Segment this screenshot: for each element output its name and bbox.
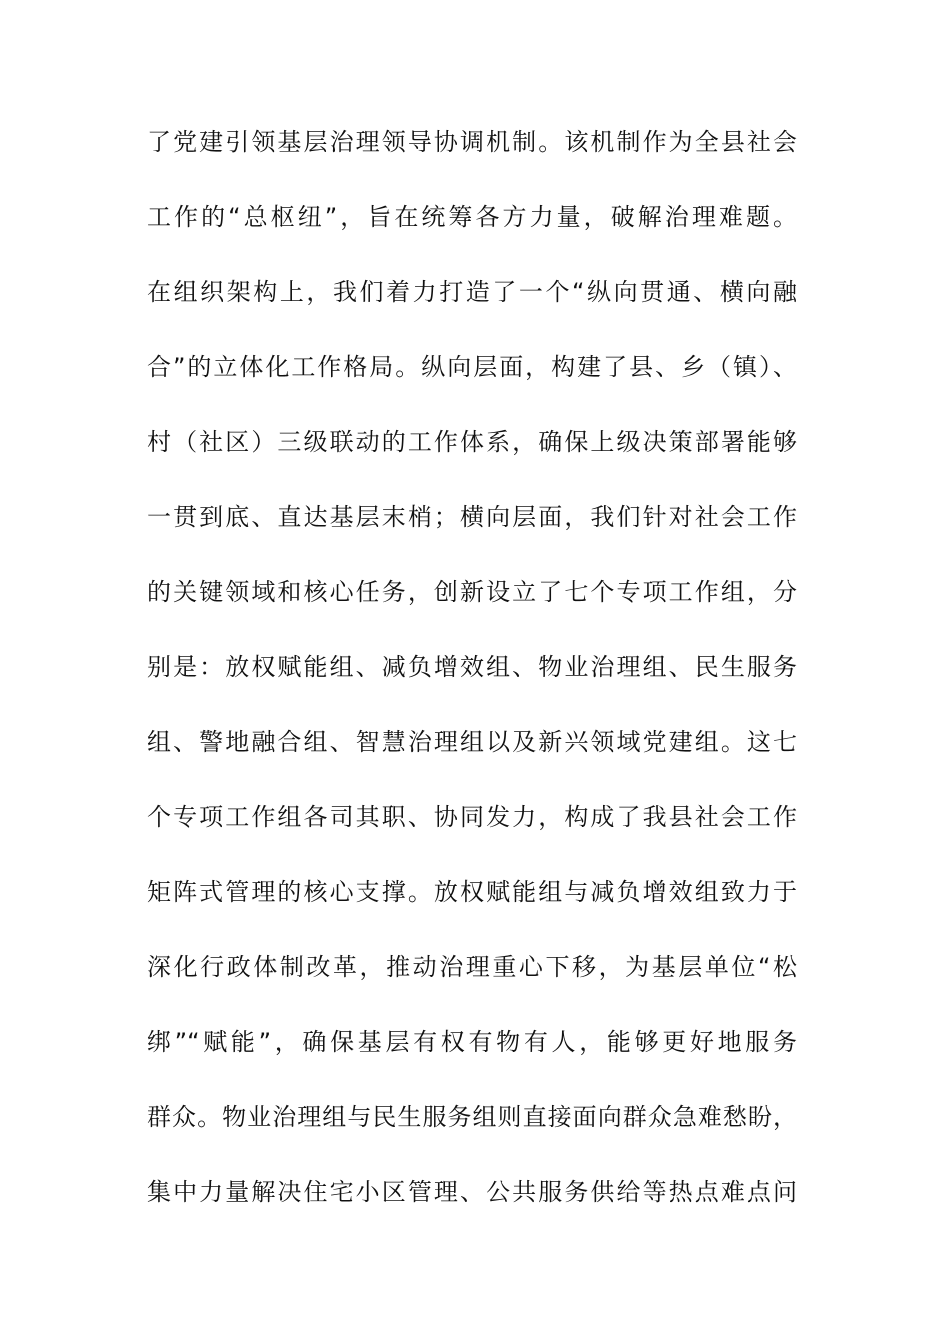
text-line: 在组织架构上，我们着力打造了一个“纵向贯通、横向融: [147, 278, 797, 306]
text-line: 工作的“总枢纽”，旨在统筹各方力量，破解治理难题。: [147, 203, 797, 231]
text-line: 个专项工作组各司其职、协同发力，构成了我县社会工作: [147, 803, 797, 831]
text-line: 的关键领域和核心任务，创新设立了七个专项工作组，分: [147, 578, 797, 606]
text-line: 一贯到底、直达基层末梢；横向层面，我们针对社会工作: [147, 503, 797, 531]
text-line: 别是：放权赋能组、减负增效组、物业治理组、民生服务: [147, 653, 797, 681]
text-line: 村（社区）三级联动的工作体系，确保上级决策部署能够: [147, 428, 797, 456]
text-line: 集中力量解决住宅小区管理、公共服务供给等热点难点问: [147, 1178, 797, 1206]
text-line: 组、警地融合组、智慧治理组以及新兴领域党建组。这七: [147, 728, 797, 756]
text-line: 矩阵式管理的核心支撑。放权赋能组与减负增效组致力于: [147, 878, 797, 906]
text-line: 深化行政体制改革，推动治理重心下移，为基层单位“松: [147, 953, 797, 981]
document-body: [147, 122, 797, 1247]
text-line: 合”的立体化工作格局。纵向层面，构建了县、乡（镇）、: [147, 353, 797, 381]
text-line: 群众。物业治理组与民生服务组则直接面向群众急难愁盼，: [147, 1103, 797, 1131]
text-line: 了党建引领基层治理领导协调机制。该机制作为全县社会: [147, 128, 797, 156]
text-line: 绑”“赋能”，确保基层有权有物有人，能够更好地服务: [147, 1028, 797, 1056]
